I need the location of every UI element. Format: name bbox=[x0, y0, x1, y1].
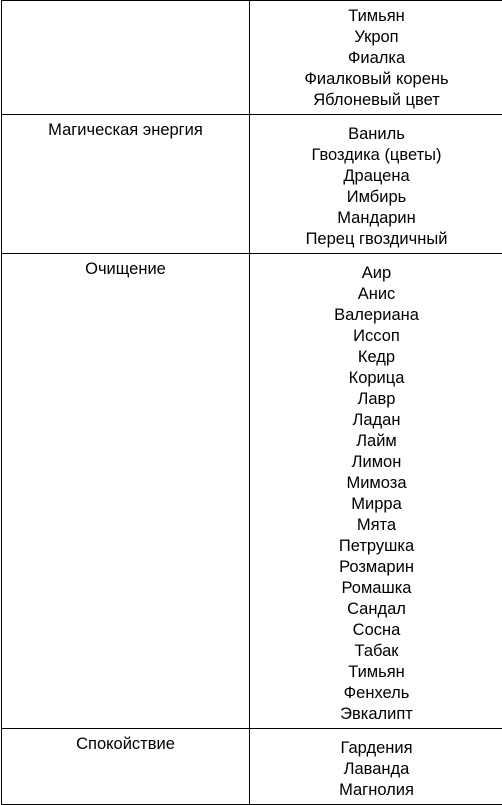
table-body bbox=[2, 1, 502, 805]
table-row bbox=[2, 1, 502, 115]
herb-item: Лаванда bbox=[250, 759, 502, 780]
herbs-cell bbox=[250, 115, 502, 254]
herb-item: Эвкалипт bbox=[250, 704, 502, 725]
table-row bbox=[2, 254, 502, 729]
herb-item: Фенхель bbox=[250, 683, 502, 704]
herb-item: Ромашка bbox=[250, 578, 502, 599]
herb-item: Аир bbox=[250, 263, 502, 284]
herb-item: Петрушка bbox=[250, 536, 502, 557]
herb-item: Табак bbox=[250, 641, 502, 662]
category-label: Магическая энергия bbox=[2, 120, 249, 141]
herb-item: Мимоза bbox=[250, 473, 502, 494]
herb-item: Анис bbox=[250, 284, 502, 305]
herb-item: Перец гвоздичный bbox=[250, 229, 502, 250]
herb-item: Укроп bbox=[250, 27, 502, 48]
herb-item: Мята bbox=[250, 515, 502, 536]
category-label: Спокойствие bbox=[2, 734, 249, 755]
herbs-cell bbox=[250, 729, 502, 805]
table-row bbox=[2, 115, 502, 254]
herb-item: Валериана bbox=[250, 305, 502, 326]
herb-item: Яблоневый цвет bbox=[250, 90, 502, 111]
herb-item: Фиалковый корень bbox=[250, 69, 502, 90]
herb-item: Фиалка bbox=[250, 48, 502, 69]
herb-item: Иссоп bbox=[250, 326, 502, 347]
table-row bbox=[2, 729, 502, 805]
category-cell bbox=[2, 115, 250, 254]
herb-item: Мандарин bbox=[250, 208, 502, 229]
herbs-cell bbox=[250, 254, 502, 729]
herb-item: Лимон bbox=[250, 452, 502, 473]
category-cell bbox=[2, 729, 250, 805]
herb-item: Магнолия bbox=[250, 780, 502, 801]
herbs-cell bbox=[250, 1, 502, 115]
herb-item: Тимьян bbox=[250, 662, 502, 683]
herb-item: Лайм bbox=[250, 431, 502, 452]
herb-item: Сосна bbox=[250, 620, 502, 641]
herbs-table bbox=[1, 0, 502, 805]
herb-item: Ладан bbox=[250, 410, 502, 431]
category-cell bbox=[2, 1, 250, 115]
herb-item: Драцена bbox=[250, 166, 502, 187]
herb-item: Гвоздика (цветы) bbox=[250, 145, 502, 166]
herb-item: Лавр bbox=[250, 389, 502, 410]
herb-item: Корица bbox=[250, 368, 502, 389]
herb-item: Имбирь bbox=[250, 187, 502, 208]
herb-item: Сандал bbox=[250, 599, 502, 620]
herb-item: Розмарин bbox=[250, 557, 502, 578]
category-label: Очищение bbox=[2, 259, 249, 280]
herb-item: Мирра bbox=[250, 494, 502, 515]
herb-item: Ваниль bbox=[250, 124, 502, 145]
herb-item: Кедр bbox=[250, 347, 502, 368]
herb-item: Тимьян bbox=[250, 6, 502, 27]
herb-item: Гардения bbox=[250, 738, 502, 759]
category-cell bbox=[2, 254, 250, 729]
